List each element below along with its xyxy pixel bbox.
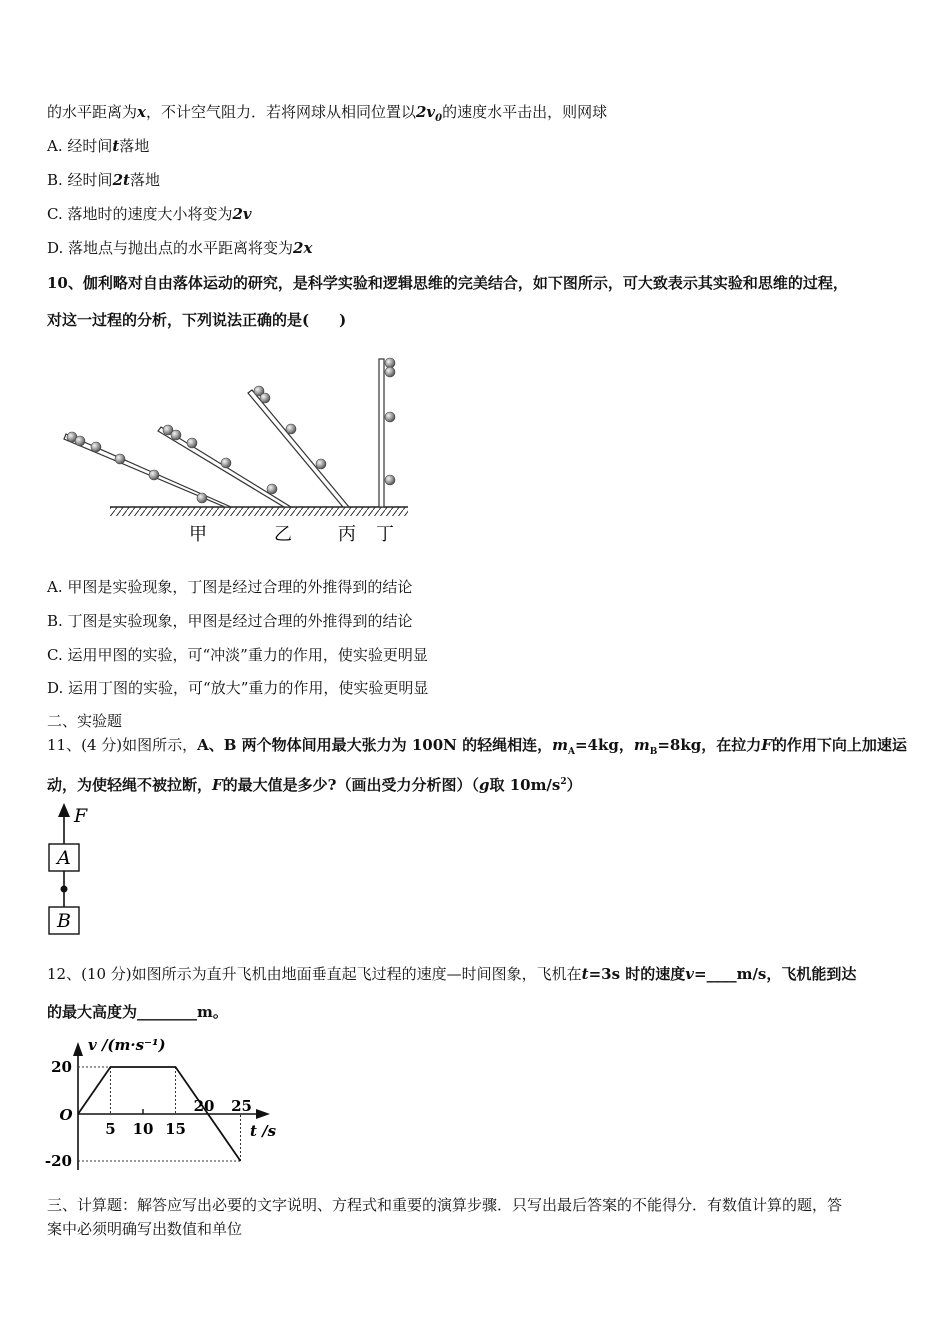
section3-line2: 案中必须明确写出数值和单位 [47, 1220, 243, 1238]
ball [286, 424, 296, 434]
q9-option-b: B. 经时间2t落地 [47, 171, 160, 189]
origin-label: O [59, 1106, 73, 1124]
x-tick-label: 25 [231, 1097, 252, 1115]
block-a-label: A [57, 847, 71, 869]
label-yi: 乙 [274, 524, 292, 545]
force-arrow-head [58, 803, 70, 817]
q10-option-a: A. 甲图是实验现象，丁图是经过合理的外推得到的结论 [47, 578, 413, 596]
ball [385, 412, 395, 422]
q10-option-c: C. 运用甲图的实验，可“冲淡”重力的作用，使实验更明显 [47, 646, 428, 664]
label-jia: 甲 [189, 524, 207, 545]
q10-option-b: B. 丁图是实验现象，甲图是经过合理的外推得到的结论 [47, 612, 413, 630]
answer-blank-velocity[interactable]: ____ [706, 965, 737, 983]
q11-stem-line2: 动，为使轻绳不被拉断，F的最大值是多少?（画出受力分析图）（g取 $10m/s^2$） [47, 776, 582, 794]
label-bing: 丙 [338, 524, 356, 545]
force-label: F [74, 805, 88, 827]
x-tick-label: 5 [105, 1120, 116, 1138]
ball [385, 367, 395, 377]
section3-line1: 三、计算题：解答应写出必要的文字说明、方程式和重要的演算步骤．只写出最后答案的不能得分．有数值计算的题，答 [47, 1196, 843, 1214]
galileo-incline-figure [55, 350, 425, 550]
x-tick-label: 10 [132, 1120, 154, 1138]
rope-knot [61, 886, 68, 893]
block-b-label: B [57, 910, 71, 932]
ball [385, 358, 395, 368]
vt-chart [40, 1030, 290, 1180]
section2-title: 二、实验题 [47, 712, 123, 730]
ball [75, 436, 85, 446]
label-ding: 丁 [376, 524, 394, 545]
q10-stem-line1: 10、伽利略对自由落体运动的研究，是科学实验和逻辑思维的完美结合，如下图所示，可大致表示其实验和思维的过程， [47, 274, 848, 292]
q10-stem-line2: 对这一过程的分析，下列说法正确的是( ) [47, 311, 347, 329]
q10-option-d: D. 运用丁图的实验，可“放大”重力的作用，使实验更明显 [47, 679, 429, 697]
q9-option-c: C. 落地时的速度大小将变为2v [47, 205, 252, 223]
x-axis-arrow [256, 1109, 270, 1119]
q12-stem-line2: 的最大高度为________m。 [47, 1003, 228, 1021]
x-tick-label: 15 [165, 1120, 186, 1138]
ground-hatch [110, 507, 408, 516]
q9-option-d: D. 落地点与抛出点的水平距离将变为2x [47, 239, 313, 257]
balls [67, 358, 395, 503]
ball [187, 438, 197, 448]
ball [197, 493, 207, 503]
ball [171, 430, 181, 440]
ball [267, 484, 277, 494]
q12-stem-line1: 12、(10 分)如图所示为直升飞机由地面垂直起飞过程的速度—时间图象，飞机在t=3s 时的速度v=____m/s，飞机能到达 [47, 965, 857, 983]
y-tick-label: -20 [44, 1152, 72, 1170]
q9-option-a: A. 经时间t落地 [47, 137, 150, 155]
y-tick-label: 20 [51, 1058, 72, 1076]
ball [91, 442, 101, 452]
ball [149, 470, 159, 480]
q11-stem-line1: 11、(4 分)如图所示，A、B 两个物体间用最大张力为 100N 的轻绳相连，$m_A=4kg$，$m_B=8kg$，在拉力F的作用下向上加速运 [47, 736, 907, 757]
answer-blank-height[interactable]: ________ [137, 1003, 198, 1021]
var-2v0: 2v [415, 103, 436, 121]
var-x: x [137, 103, 146, 121]
y-axis-arrow [73, 1042, 83, 1056]
q9-stem: 的水平距离为x，不计空气阻力．若将网球从相同位置以$2v_0$的速度水平击出，则网球 [47, 103, 608, 124]
ball [316, 459, 326, 469]
force-diagram [44, 800, 104, 940]
x-axis-label: t /s [250, 1122, 277, 1140]
vertical-ding [379, 359, 384, 507]
y-axis-label: v /(m·s⁻¹) [88, 1036, 166, 1054]
x-tick-label: 20 [193, 1097, 215, 1115]
ball [115, 454, 125, 464]
ball [260, 393, 270, 403]
ball [385, 475, 395, 485]
ball [221, 458, 231, 468]
